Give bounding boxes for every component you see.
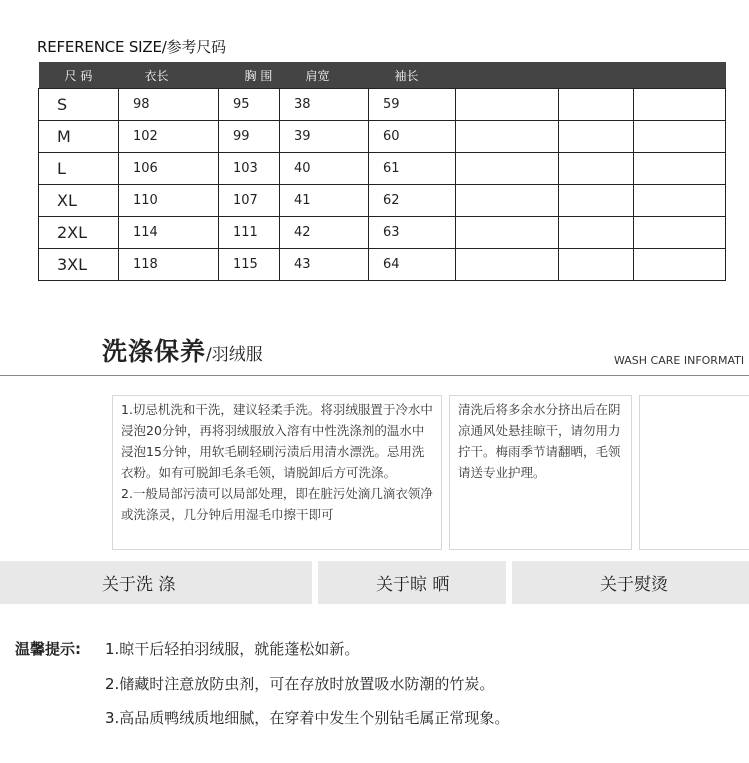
- chest-cell: 95: [219, 89, 280, 121]
- tab-dry[interactable]: 关于晾 晒: [318, 561, 506, 604]
- divider: [0, 375, 749, 376]
- shoulder-cell: 42: [280, 217, 369, 249]
- size-cell: M: [39, 121, 119, 153]
- shoulder-cell: 43: [280, 249, 369, 281]
- sleeve-cell: 60: [369, 121, 456, 153]
- table-row: [39, 249, 726, 281]
- length-cell: 118: [119, 249, 219, 281]
- tip-item: 1.晾干后轻拍羽绒服，就能蓬松如新。: [105, 640, 360, 658]
- header-empty: [456, 62, 559, 89]
- wash-care-card: [112, 395, 442, 550]
- header-length: 衣长: [119, 62, 219, 89]
- empty-cell: [634, 249, 726, 281]
- care-tabs: [0, 561, 749, 604]
- shoulder-cell: 40: [280, 153, 369, 185]
- tip-item: 3.高品质鸭绒质地细腻，在穿着中发生个别钻毛属正常现象。: [105, 709, 510, 727]
- empty-cell: [634, 121, 726, 153]
- care-title: 洗涤保养: [102, 337, 207, 366]
- size-cell: L: [39, 153, 119, 185]
- shoulder-cell: 38: [280, 89, 369, 121]
- table-row: [39, 153, 726, 185]
- header-empty: [559, 62, 634, 89]
- dry-instruction: 清洗后将多余水分挤出后在阴凉通风处悬挂晾干，请勿用力拧干。梅雨季节请翻晒，毛领请送专业护理。: [458, 402, 621, 480]
- size-table-header-row: [39, 62, 726, 89]
- header-size: 尺 码: [39, 62, 119, 89]
- empty-cell: [634, 185, 726, 217]
- dry-care-card: [449, 395, 632, 550]
- wash-instruction-2: 2.一般局部污渍可以局部处理，即在脏污处滴几滴衣领净或洗涤灵，几分钟后用湿毛巾擦干即可: [121, 486, 433, 522]
- sleeve-cell: 63: [369, 217, 456, 249]
- empty-cell: [456, 185, 559, 217]
- empty-cell: [559, 217, 634, 249]
- size-cell: 3XL: [39, 249, 119, 281]
- size-cell: S: [39, 89, 119, 121]
- length-cell: 106: [119, 153, 219, 185]
- care-english-title: WASH CARE INFORMATI: [614, 354, 745, 367]
- chest-cell: 103: [219, 153, 280, 185]
- empty-cell: [634, 217, 726, 249]
- empty-cell: [634, 89, 726, 121]
- empty-cell: [456, 217, 559, 249]
- tips-label: 温馨提示:: [15, 640, 81, 658]
- care-subtitle: /羽绒服: [206, 345, 263, 365]
- header-shoulder: 肩宽: [280, 62, 369, 89]
- header-sleeve: 袖长: [369, 62, 456, 89]
- empty-cell: [559, 89, 634, 121]
- shoulder-cell: 41: [280, 185, 369, 217]
- length-cell: 98: [119, 89, 219, 121]
- empty-cell: [559, 249, 634, 281]
- length-cell: 114: [119, 217, 219, 249]
- empty-cell: [559, 185, 634, 217]
- tab-wash[interactable]: 关于洗 涤: [0, 561, 312, 604]
- size-cell: XL: [39, 185, 119, 217]
- shoulder-cell: 39: [280, 121, 369, 153]
- sleeve-cell: 62: [369, 185, 456, 217]
- empty-cell: [559, 121, 634, 153]
- sleeve-cell: 64: [369, 249, 456, 281]
- size-cell: 2XL: [39, 217, 119, 249]
- table-row: [39, 89, 726, 121]
- tip-item: 2.储藏时注意放防虫剂，可在存放时放置吸水防潮的竹炭。: [105, 675, 495, 693]
- sleeve-cell: 61: [369, 153, 456, 185]
- header-empty: [634, 62, 726, 89]
- sleeve-cell: 59: [369, 89, 456, 121]
- reference-size-title: REFERENCE SIZE/参考尺码: [37, 38, 226, 56]
- chest-cell: 99: [219, 121, 280, 153]
- chest-cell: 111: [219, 217, 280, 249]
- empty-cell: [456, 121, 559, 153]
- header-chest: 胸 围: [219, 62, 280, 89]
- table-row: [39, 185, 726, 217]
- chest-cell: 107: [219, 185, 280, 217]
- care-section-title: [102, 332, 263, 368]
- wash-instruction-1: 1.切忌机洗和干洗，建议轻柔手洗。将羽绒服置于冷水中浸泡20分钟，再将羽绒服放入溶有中性洗涤剂的温水中浸泡15分钟，用软毛刷轻刷污渍后用清水漂洗。忌用洗衣粉。如有可脱卸毛条毛领，请脱卸后方可洗涤。: [121, 402, 433, 480]
- empty-cell: [559, 153, 634, 185]
- empty-cell: [456, 249, 559, 281]
- empty-cell: [456, 89, 559, 121]
- length-cell: 110: [119, 185, 219, 217]
- chest-cell: 115: [219, 249, 280, 281]
- empty-cell: [634, 153, 726, 185]
- empty-cell: [456, 153, 559, 185]
- tab-iron[interactable]: 关于熨烫: [512, 561, 749, 604]
- table-row: [39, 121, 726, 153]
- iron-care-card: [639, 395, 749, 550]
- size-table: [38, 62, 726, 281]
- length-cell: 102: [119, 121, 219, 153]
- table-row: [39, 217, 726, 249]
